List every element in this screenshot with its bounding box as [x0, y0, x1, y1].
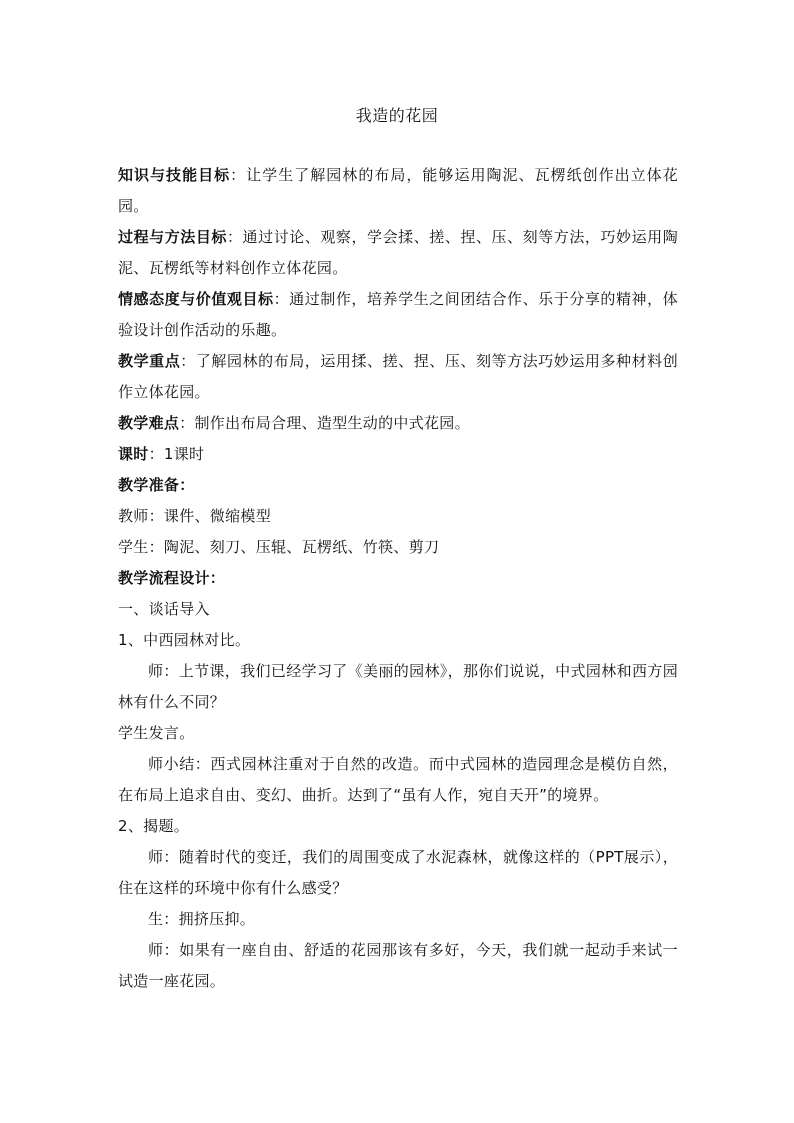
teacher-intro-paragraph: 师：如果有一座自由、舒适的花园那该有多好，今天，我们就一起动手来试一试造一座花园。	[118, 941, 678, 990]
student-feeling-paragraph: 生：拥挤压抑。	[148, 910, 256, 928]
teacher-summary-paragraph: 师小结：西式园林注重对于自然的改造。而中式园林的造园理念是模仿自然，在布局上追求自由、变幻、曲折。达到了“虽有人作，宛自天开”的境界。	[118, 755, 678, 804]
section-one-heading: 一、谈话导入	[118, 600, 210, 618]
knowledge-objective	[118, 160, 678, 222]
class-hours-label: 课时	[118, 445, 149, 463]
teacher-preparation: 教师：课件、微缩模型	[118, 507, 272, 525]
preparation-heading: 教学准备：	[118, 476, 195, 494]
teacher-topic-paragraph: 师：随着时代的变迁，我们的周围变成了水泥森林，就像这样的（PPT展示），住在这样的环境中你有什么感受？	[118, 848, 678, 897]
emotion-objective	[118, 284, 678, 346]
process-objective-label: 过程与方法目标	[118, 228, 227, 246]
student-response-paragraph: 学生发言。	[118, 724, 195, 742]
key-point-label: 教学重点	[118, 352, 181, 370]
key-point-text: ：了解园林的布局，运用揉、搓、捏、压、刻等方法巧妙运用多种材料创作立体花园。	[118, 352, 679, 401]
knowledge-objective-text: ：让学生了解园林的布局，能够运用陶泥、瓦楞纸创作出立体花园。	[118, 166, 679, 215]
knowledge-objective-label: 知识与技能目标	[118, 166, 231, 184]
student-preparation: 学生：陶泥、刻刀、压辊、瓦楞纸、竹筷、剪刀	[118, 538, 440, 556]
flow-item-two: 2、揭题。	[118, 817, 190, 835]
class-hours-text: ：1课时	[148, 445, 205, 463]
emotion-objective-label: 情感态度与价值观目标	[118, 290, 274, 308]
flow-item-one: 1、中西园林对比。	[118, 631, 251, 649]
teacher-question-paragraph: 师：上节课，我们已经学习了《美丽的园林》，那你们说说，中式园林和西方园林有什么不同？	[118, 662, 678, 711]
difficulty-label: 教学难点	[118, 414, 180, 432]
flow-heading: 教学流程设计：	[118, 569, 226, 587]
document-body	[118, 160, 678, 997]
process-objective	[118, 222, 678, 284]
difficulty-text: ：制作出布局合理、造型生动的中式花园。	[179, 414, 470, 432]
key-point	[118, 346, 678, 408]
emotion-objective-text: ：通过制作，培养学生之间团结合作、乐于分享的精神，体验设计创作活动的乐趣。	[118, 290, 678, 339]
difficulty	[118, 408, 678, 439]
page-title: 我造的花园	[355, 106, 439, 125]
class-hours	[118, 439, 678, 470]
process-objective-text: ：通过讨论、观察，学会揉、搓、捏、压、刻等方法，巧妙运用陶泥、瓦楞纸等材料创作立体花园。	[118, 228, 679, 277]
